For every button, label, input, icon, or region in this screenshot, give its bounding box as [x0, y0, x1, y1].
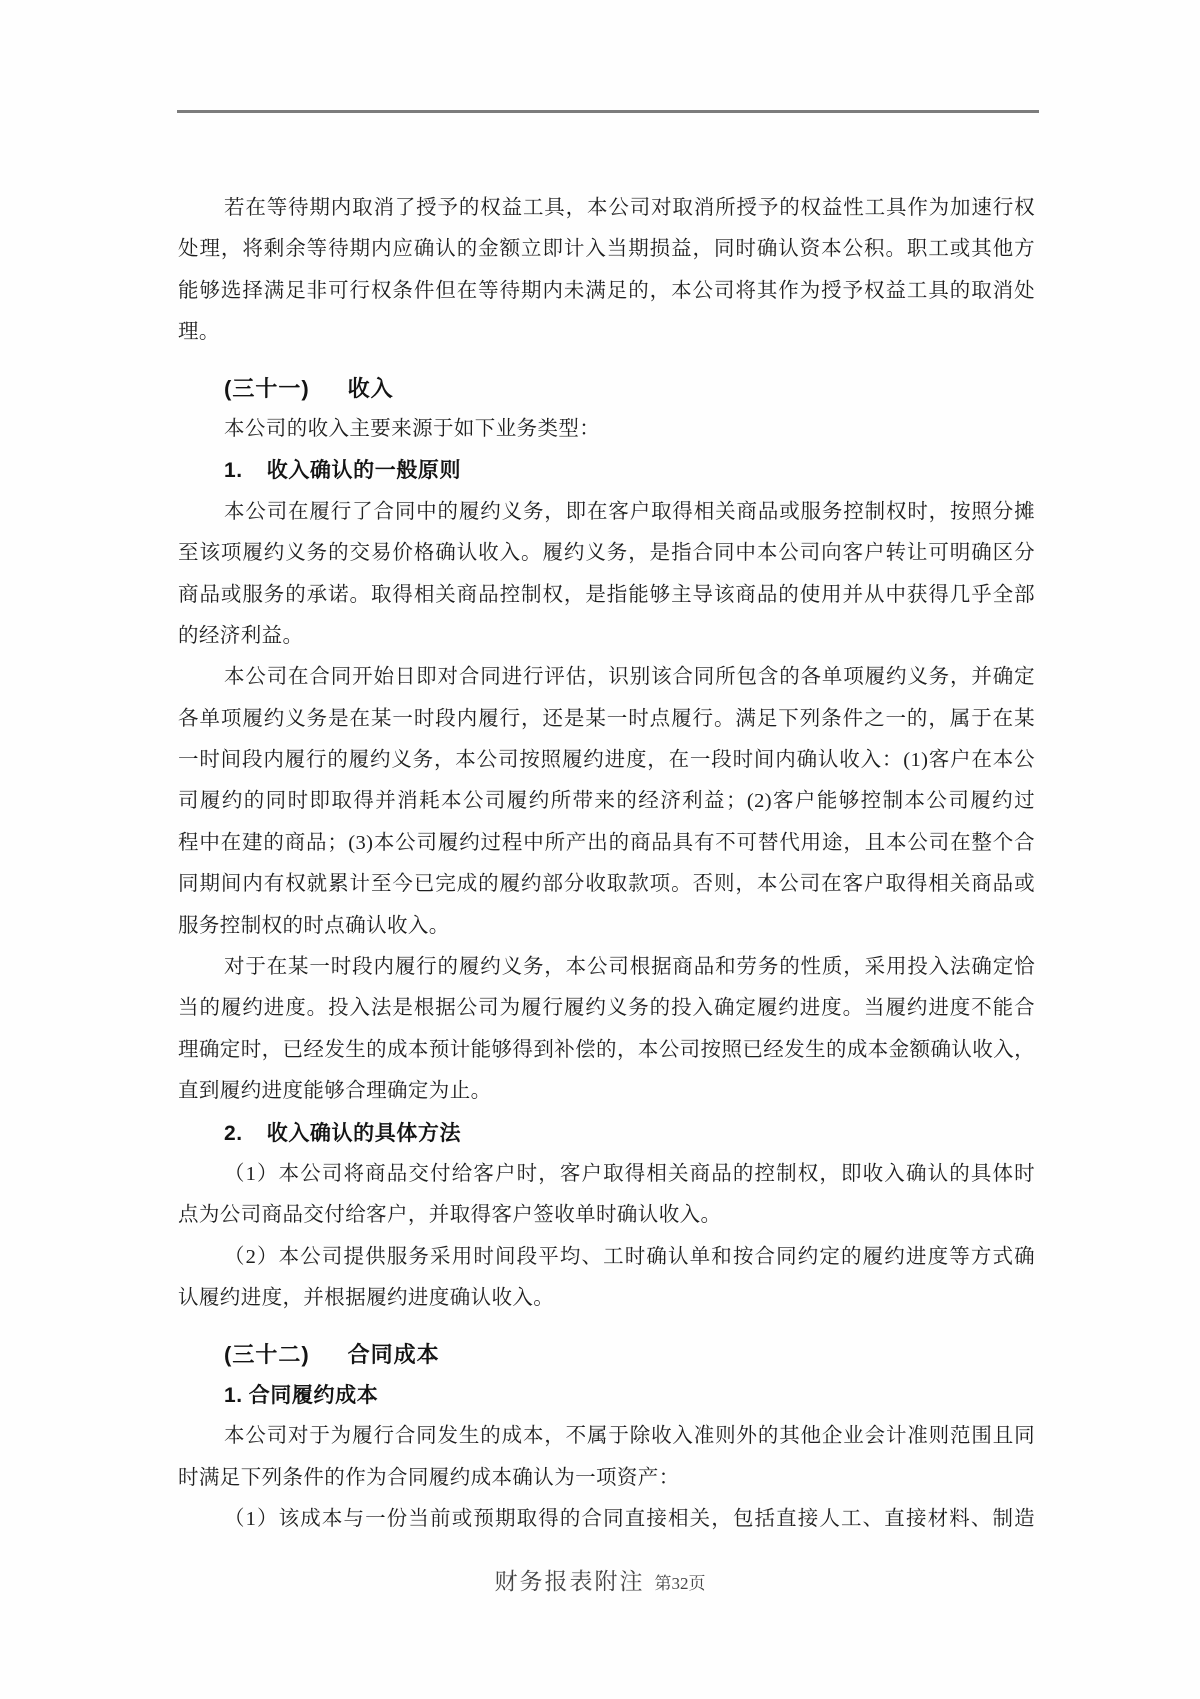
text-line: 司履约的同时即取得并消耗本公司履约所带来的经济利益；(2)客户能够控制本公司履约过	[178, 790, 1035, 813]
text-line: 同期间内有权就累计至今已完成的履约部分收取款项。否则，本公司在客户取得相关商品或	[178, 873, 1035, 896]
section-heading-contract-cost	[178, 1334, 1035, 1375]
footer-title: 财务报表附注	[494, 1569, 645, 1594]
section-title: 收入	[347, 375, 394, 401]
text-line: （1）该成本与一份当前或预期取得的合同直接相关，包括直接人工、直接材料、制造	[224, 1508, 1035, 1531]
page-footer	[0, 1563, 1200, 1596]
section-title: 合同成本	[347, 1341, 440, 1367]
text-line: 一时间段内履行的履约义务，本公司按照履约进度，在一段时间内确认收入：(1)客户在本公	[178, 749, 1035, 772]
section-heading-revenue	[178, 368, 1035, 409]
text-line: 理。	[178, 321, 220, 344]
text-line: 点为公司商品交付给客户，并取得客户签收单时确认收入。	[178, 1204, 722, 1227]
subheading-title: 合同履约成本	[248, 1383, 379, 1407]
text-line: 处理，将剩余等待期内应确认的金额立即计入当期损益，同时确认资本公积。职工或其他方	[178, 238, 1035, 261]
subheading-number: 1.	[224, 1383, 243, 1407]
footer-page-number: 第32页	[654, 1574, 706, 1593]
subheading-title: 收入确认的一般原则	[266, 459, 462, 483]
section-number: (三十二)	[224, 1341, 310, 1367]
text-line: 本公司在合同开始日即对合同进行评估，识别该合同所包含的各单项履约义务，并确定	[224, 666, 1035, 689]
text-line: 认履约进度，并根据履约进度确认收入。	[178, 1287, 555, 1310]
text-line: 商品或服务的承诺。取得相关商品控制权，是指能够主导该商品的使用并从中获得几乎全部	[178, 583, 1035, 606]
text-line: （2）本公司提供服务采用时间段平均、工时确认单和按合同约定的履约进度等方式确	[224, 1245, 1035, 1268]
document-content	[178, 188, 1035, 1541]
text-line: 直到履约进度能够合理确定为止。	[178, 1080, 492, 1103]
subheading-number: 2.	[224, 1121, 243, 1145]
text-line: 若在等待期内取消了授予的权益工具，本公司对取消所授予的权益性工具作为加速行权	[224, 197, 1035, 219]
subheading-revenue-specific-methods	[178, 1113, 1035, 1154]
text-line: 至该项履约义务的交易价格确认收入。履约义务，是指合同中本公司向客户转让可明确区分	[178, 542, 1035, 565]
text-line: 程中在建的商品；(3)本公司履约过程中所产出的商品具有不可替代用途，且本公司在整个合	[178, 831, 1035, 854]
text-line: 时满足下列条件的作为合同履约成本确认为一项资产：	[178, 1466, 680, 1489]
text-line: 本公司在履行了合同中的履约义务，即在客户取得相关商品或服务控制权时，按照分摊	[224, 500, 1035, 523]
subheading-contract-fulfillment-cost	[178, 1375, 1035, 1416]
subheading-title: 收入确认的具体方法	[266, 1121, 462, 1145]
text-line: 服务控制权的时点确认收入。	[178, 914, 450, 937]
section-number: (三十一)	[224, 375, 310, 401]
text-line: （1）本公司将商品交付给客户时，客户取得相关商品的控制权，即收入确认的具体时	[224, 1162, 1035, 1185]
text-line: 本公司的收入主要来源于如下业务类型：	[224, 417, 601, 440]
text-line: 本公司对于为履行合同发生的成本，不属于除收入准则外的其他企业会计准则范围且同	[224, 1425, 1035, 1448]
text-line: 当的履约进度。投入法是根据公司为履行履约义务的投入确定履约进度。当履约进度不能合	[178, 997, 1035, 1020]
text-line: 的经济利益。	[178, 624, 304, 647]
subheading-number: 1.	[224, 459, 243, 483]
header-rule	[177, 110, 1039, 113]
text-line: 能够选择满足非可行权条件但在等待期内未满足的，本公司将其作为授予权益工具的取消处	[178, 279, 1035, 302]
text-line: 对于在某一时段内履行的履约义务，本公司根据商品和劳务的性质，采用投入法确定恰	[224, 956, 1035, 979]
text-line: 理确定时，已经发生的成本预计能够得到补偿的，本公司按照已经发生的成本金额确认收入，	[178, 1038, 1035, 1061]
text-line: 各单项履约义务是在某一时段内履行，还是某一时点履行。满足下列条件之一的，属于在某	[178, 707, 1035, 730]
subheading-revenue-general-principles	[178, 450, 1035, 491]
